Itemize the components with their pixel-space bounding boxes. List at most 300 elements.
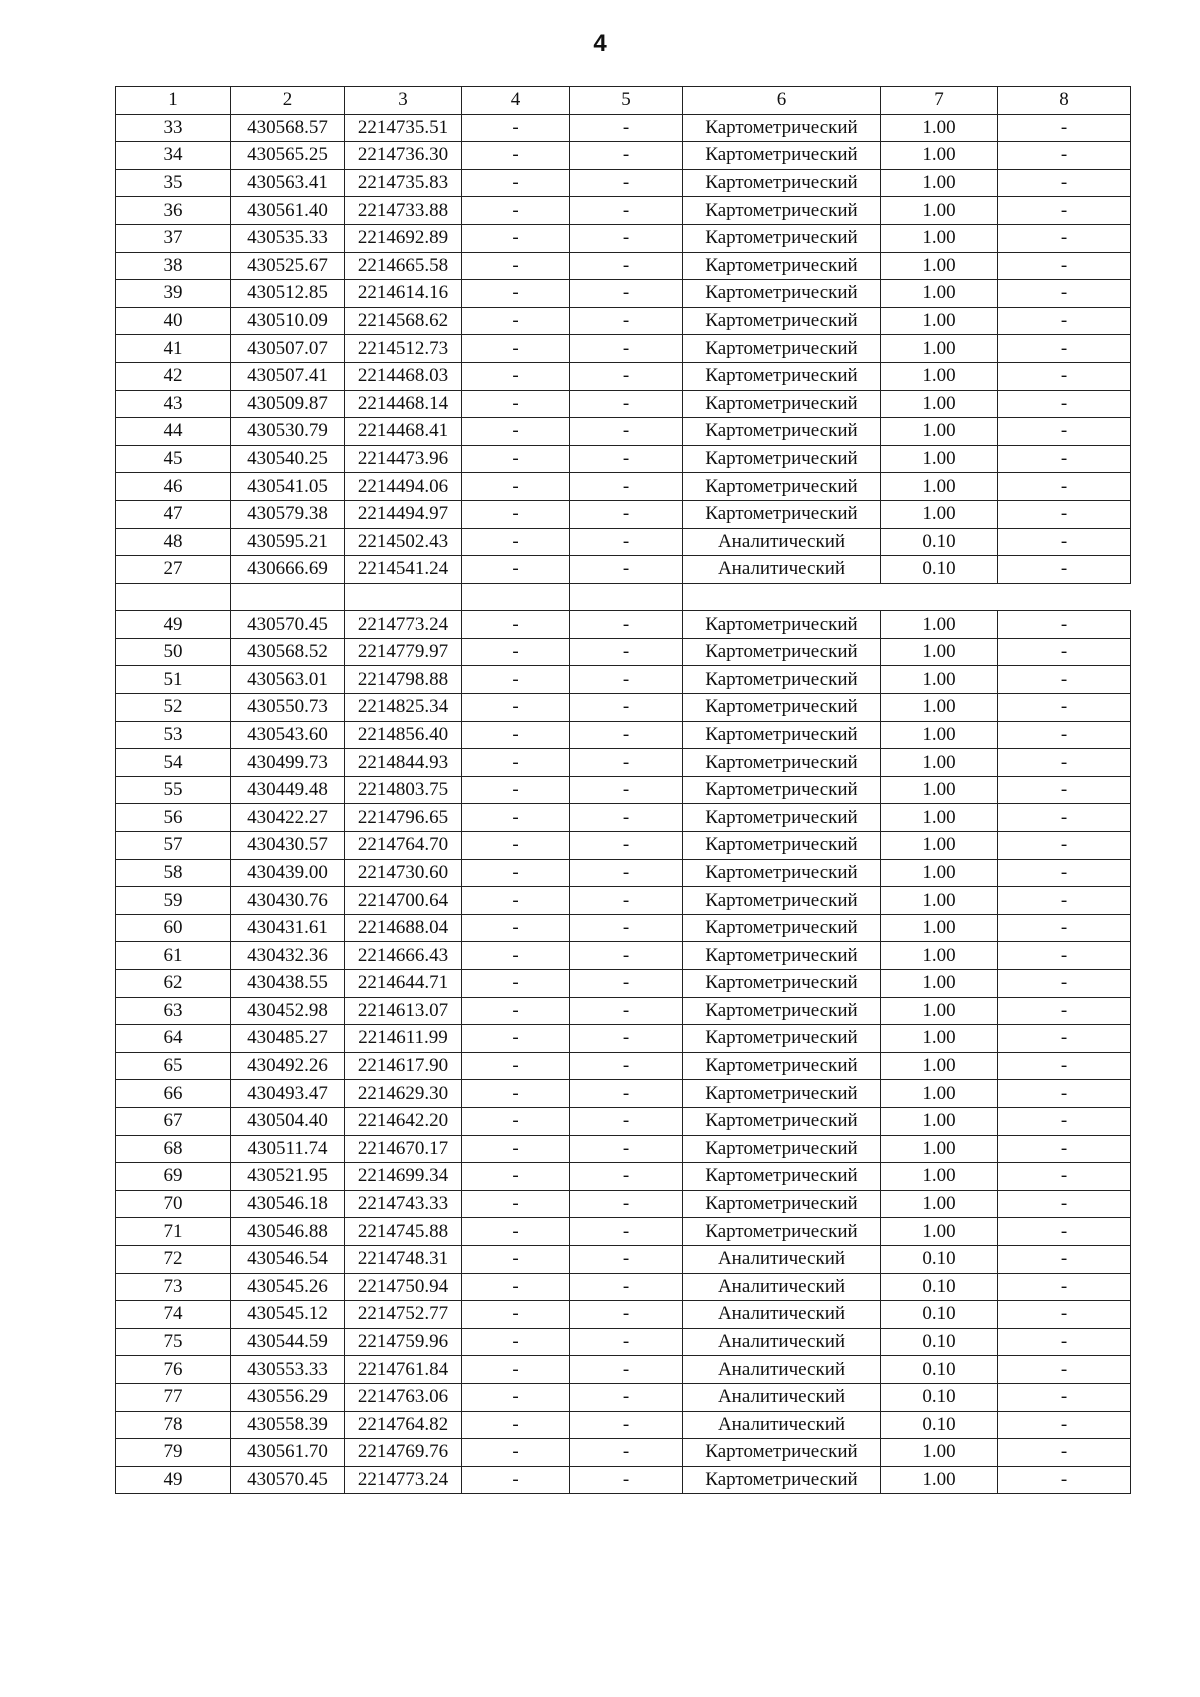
table-row [116, 804, 1131, 832]
table-cell-col-8: - [998, 1163, 1131, 1191]
header-row [116, 87, 1131, 115]
table-cell-col-7: 1.00 [881, 224, 998, 252]
table-cell-col-7: 1.00 [881, 1466, 998, 1494]
table-cell-col-5: - [570, 556, 683, 584]
table-cell-col-8: - [998, 362, 1131, 390]
table-cell-col-3: 2214699.34 [345, 1163, 462, 1191]
table-cell-col-5: - [570, 335, 683, 363]
table-cell-col-7: 1.00 [881, 445, 998, 473]
table-cell-col-3: 2214468.14 [345, 390, 462, 418]
table-cell-col-4: - [462, 280, 570, 308]
table-cell-col-6: Картометрический [683, 1163, 881, 1191]
table-cell-col-5: - [570, 721, 683, 749]
table-cell-col-7: 1.00 [881, 694, 998, 722]
table-cell-col-4: - [462, 859, 570, 887]
table-cell-col-3: 2214733.88 [345, 197, 462, 225]
table-cell-col-8: - [998, 1107, 1131, 1135]
table-cell-col-2: 430541.05 [231, 473, 345, 501]
table-cell-col-2: 430570.45 [231, 1466, 345, 1494]
table-cell-col-6: Картометрический [683, 252, 881, 280]
table-cell-col-8: - [998, 721, 1131, 749]
table-cell-col-5: - [570, 1080, 683, 1108]
table-cell-col-1: 79 [116, 1439, 231, 1467]
table-cell-col-1: 76 [116, 1356, 231, 1384]
table-cell-col-7: 0.10 [881, 1301, 998, 1329]
table-cell-col-6: Картометрический [683, 638, 881, 666]
table-cell-col-2: 430563.01 [231, 666, 345, 694]
table-cell-col-1: 72 [116, 1245, 231, 1273]
table-cell-col-1: 35 [116, 169, 231, 197]
table-cell-col-3: 2214825.34 [345, 694, 462, 722]
table-cell-col-6: Картометрический [683, 445, 881, 473]
table-cell-col-2: 430595.21 [231, 528, 345, 556]
table-cell-col-5: - [570, 1356, 683, 1384]
table-cell-col-4: - [462, 390, 570, 418]
table-cell-col-1: 71 [116, 1218, 231, 1246]
table-cell-col-4: - [462, 1301, 570, 1329]
table-cell-col-7: 1.00 [881, 114, 998, 142]
table-cell-col-4: - [462, 252, 570, 280]
table-cell-col-6: Аналитический [683, 1328, 881, 1356]
table-cell-col-1: 53 [116, 721, 231, 749]
table-cell-col-7: 1.00 [881, 142, 998, 170]
table-cell-col-3: 2214798.88 [345, 666, 462, 694]
table-row [116, 749, 1131, 777]
table-cell-col-5: - [570, 390, 683, 418]
table-cell-col-7: 1.00 [881, 1218, 998, 1246]
table-cell-col-3: 2214736.30 [345, 142, 462, 170]
column-header-6: 6 [683, 87, 881, 115]
table-cell-col-4: - [462, 307, 570, 335]
table-cell-col-4: - [462, 169, 570, 197]
table-cell-col-2: 430568.57 [231, 114, 345, 142]
table-cell-col-6: Аналитический [683, 1273, 881, 1301]
table-cell-col-2: 430438.55 [231, 970, 345, 998]
table-cell-col-1: 61 [116, 942, 231, 970]
table-cell-col-7: 1.00 [881, 390, 998, 418]
table-cell-col-3: 2214468.41 [345, 418, 462, 446]
table-cell-col-2: 430550.73 [231, 694, 345, 722]
table-cell-col-5: - [570, 1439, 683, 1467]
table-cell-col-6: Картометрический [683, 887, 881, 915]
table-cell-col-2: 430546.88 [231, 1218, 345, 1246]
table-cell-col-2: 430544.59 [231, 1328, 345, 1356]
table-cell-col-6: Картометрический [683, 804, 881, 832]
table-cell-col-4: - [462, 1245, 570, 1273]
table-cell-col-7: 1.00 [881, 611, 998, 639]
table-cell-col-2: 430561.40 [231, 197, 345, 225]
table-cell-col-3: 2214473.96 [345, 445, 462, 473]
table-cell-col-8: - [998, 1135, 1131, 1163]
table-cell-col-2: 430558.39 [231, 1411, 345, 1439]
table-cell-col-7: 1.00 [881, 970, 998, 998]
table-cell-col-7: 1.00 [881, 721, 998, 749]
table-cell-col-6: Картометрический [683, 473, 881, 501]
table-cell-col-7: 0.10 [881, 528, 998, 556]
table-cell-col-3: 2214666.43 [345, 942, 462, 970]
table-cell-col-4: - [462, 1273, 570, 1301]
table-cell-col-6: Картометрический [683, 721, 881, 749]
table-cell-col-4: - [462, 694, 570, 722]
table-cell-col-8: - [998, 1466, 1131, 1494]
table-cell-col-8: - [998, 1025, 1131, 1053]
separator-cell [231, 583, 345, 611]
table-row [116, 307, 1131, 335]
table-cell-col-4: - [462, 1080, 570, 1108]
table-cell-col-3: 2214665.58 [345, 252, 462, 280]
table-cell-col-2: 430568.52 [231, 638, 345, 666]
table-row [116, 914, 1131, 942]
table-cell-col-7: 0.10 [881, 1245, 998, 1273]
table-row [116, 638, 1131, 666]
table-cell-col-4: - [462, 1163, 570, 1191]
table-row [116, 473, 1131, 501]
table-cell-col-6: Картометрический [683, 390, 881, 418]
table-cell-col-4: - [462, 362, 570, 390]
table-cell-col-2: 430430.76 [231, 887, 345, 915]
table-cell-col-4: - [462, 418, 570, 446]
table-cell-col-3: 2214468.03 [345, 362, 462, 390]
table-cell-col-4: - [462, 970, 570, 998]
table-cell-col-3: 2214642.20 [345, 1107, 462, 1135]
table-row [116, 335, 1131, 363]
table-cell-col-7: 1.00 [881, 832, 998, 860]
table-cell-col-3: 2214644.71 [345, 970, 462, 998]
table-cell-col-1: 34 [116, 142, 231, 170]
table-cell-col-4: - [462, 142, 570, 170]
table-row [116, 721, 1131, 749]
table-cell-col-8: - [998, 556, 1131, 584]
table-cell-col-6: Картометрический [683, 142, 881, 170]
table-cell-col-3: 2214752.77 [345, 1301, 462, 1329]
table-cell-col-4: - [462, 556, 570, 584]
table-cell-col-5: - [570, 970, 683, 998]
column-header-1: 1 [116, 87, 231, 115]
table-cell-col-3: 2214692.89 [345, 224, 462, 252]
table-cell-col-6: Картометрический [683, 997, 881, 1025]
table-cell-col-7: 1.00 [881, 1107, 998, 1135]
separator-cell [116, 583, 231, 611]
table-cell-col-2: 430521.95 [231, 1163, 345, 1191]
table-cell-col-6: Аналитический [683, 528, 881, 556]
column-header-2: 2 [231, 87, 345, 115]
table-row [116, 1383, 1131, 1411]
table-cell-col-1: 74 [116, 1301, 231, 1329]
table-cell-col-2: 430563.41 [231, 169, 345, 197]
table-cell-col-6: Картометрический [683, 666, 881, 694]
table-cell-col-4: - [462, 473, 570, 501]
table-cell-col-5: - [570, 666, 683, 694]
table-cell-col-5: - [570, 280, 683, 308]
table-cell-col-6: Аналитический [683, 1383, 881, 1411]
table-row [116, 611, 1131, 639]
table-cell-col-2: 430543.60 [231, 721, 345, 749]
table-cell-col-7: 1.00 [881, 749, 998, 777]
table-cell-col-7: 0.10 [881, 1383, 998, 1411]
table-row [116, 1107, 1131, 1135]
table-row [116, 1052, 1131, 1080]
table-cell-col-6: Аналитический [683, 1245, 881, 1273]
table-cell-col-2: 430556.29 [231, 1383, 345, 1411]
separator-cell [462, 583, 570, 611]
table-cell-col-4: - [462, 335, 570, 363]
table-cell-col-8: - [998, 390, 1131, 418]
table-cell-col-4: - [462, 1190, 570, 1218]
table-row [116, 1190, 1131, 1218]
table-cell-col-8: - [998, 832, 1131, 860]
table-cell-col-4: - [462, 832, 570, 860]
table-cell-col-5: - [570, 1273, 683, 1301]
table-cell-col-5: - [570, 776, 683, 804]
table-cell-col-2: 430510.09 [231, 307, 345, 335]
table-cell-col-1: 42 [116, 362, 231, 390]
table-cell-col-5: - [570, 1466, 683, 1494]
table-cell-col-4: - [462, 776, 570, 804]
table-cell-col-6: Картометрический [683, 859, 881, 887]
table-row [116, 1301, 1131, 1329]
table-cell-col-3: 2214764.82 [345, 1411, 462, 1439]
table-cell-col-2: 430546.54 [231, 1245, 345, 1273]
table-cell-col-7: 1.00 [881, 859, 998, 887]
table-cell-col-2: 430422.27 [231, 804, 345, 832]
table-cell-col-1: 33 [116, 114, 231, 142]
table-cell-col-1: 49 [116, 611, 231, 639]
table-cell-col-5: - [570, 1163, 683, 1191]
table-cell-col-4: - [462, 1466, 570, 1494]
table-cell-col-6: Картометрический [683, 197, 881, 225]
table-cell-col-2: 430509.87 [231, 390, 345, 418]
table-row [116, 1466, 1131, 1494]
table-cell-col-5: - [570, 197, 683, 225]
table-cell-col-1: 64 [116, 1025, 231, 1053]
table-cell-col-6: Аналитический [683, 1356, 881, 1384]
table-cell-col-7: 1.00 [881, 776, 998, 804]
table-cell-col-1: 60 [116, 914, 231, 942]
table-cell-col-8: - [998, 224, 1131, 252]
table-cell-col-3: 2214512.73 [345, 335, 462, 363]
table-cell-col-8: - [998, 1439, 1131, 1467]
table-row [116, 1080, 1131, 1108]
table-row [116, 224, 1131, 252]
table-cell-col-4: - [462, 887, 570, 915]
table-cell-col-7: 1.00 [881, 335, 998, 363]
table-cell-col-4: - [462, 1107, 570, 1135]
column-header-3: 3 [345, 87, 462, 115]
table-cell-col-8: - [998, 1245, 1131, 1273]
table-cell-col-7: 0.10 [881, 1411, 998, 1439]
table-row [116, 1025, 1131, 1053]
table-cell-col-6: Картометрический [683, 224, 881, 252]
table-cell-col-2: 430570.45 [231, 611, 345, 639]
table-cell-col-2: 430431.61 [231, 914, 345, 942]
table-cell-col-2: 430439.00 [231, 859, 345, 887]
table-cell-col-6: Картометрический [683, 1025, 881, 1053]
table-cell-col-3: 2214617.90 [345, 1052, 462, 1080]
table-cell-col-5: - [570, 1190, 683, 1218]
table-cell-col-7: 1.00 [881, 1052, 998, 1080]
table-cell-col-4: - [462, 1218, 570, 1246]
table-cell-col-4: - [462, 1439, 570, 1467]
table-cell-col-1: 41 [116, 335, 231, 363]
table-row [116, 142, 1131, 170]
table-row [116, 528, 1131, 556]
table-row [116, 1245, 1131, 1273]
table-cell-col-6: Картометрический [683, 114, 881, 142]
table-cell-col-6: Картометрический [683, 1052, 881, 1080]
table-cell-col-1: 36 [116, 197, 231, 225]
table-cell-col-2: 430666.69 [231, 556, 345, 584]
table-cell-col-3: 2214750.94 [345, 1273, 462, 1301]
table-row [116, 859, 1131, 887]
table-cell-col-1: 55 [116, 776, 231, 804]
page-number: 4 [593, 30, 607, 57]
table-cell-col-1: 27 [116, 556, 231, 584]
table-cell-col-6: Картометрический [683, 362, 881, 390]
table-cell-col-2: 430535.33 [231, 224, 345, 252]
table-cell-col-1: 52 [116, 694, 231, 722]
table-cell-col-7: 0.10 [881, 1356, 998, 1384]
table-cell-col-8: - [998, 942, 1131, 970]
table-cell-col-7: 0.10 [881, 1328, 998, 1356]
table-section-second [116, 611, 1131, 1494]
table-cell-col-4: - [462, 1411, 570, 1439]
table-cell-col-7: 1.00 [881, 804, 998, 832]
table-cell-col-5: - [570, 252, 683, 280]
table-cell-col-8: - [998, 1218, 1131, 1246]
table-cell-col-5: - [570, 914, 683, 942]
table-cell-col-6: Картометрический [683, 500, 881, 528]
table-cell-col-3: 2214773.24 [345, 611, 462, 639]
table-cell-col-5: - [570, 1052, 683, 1080]
table-cell-col-5: - [570, 1025, 683, 1053]
table-cell-col-2: 430504.40 [231, 1107, 345, 1135]
table-cell-col-6: Картометрический [683, 335, 881, 363]
table-row [116, 114, 1131, 142]
table-row [116, 997, 1131, 1025]
table-cell-col-8: - [998, 252, 1131, 280]
table-cell-col-7: 0.10 [881, 1273, 998, 1301]
table-cell-col-4: - [462, 611, 570, 639]
table-cell-col-3: 2214688.04 [345, 914, 462, 942]
table-cell-col-3: 2214670.17 [345, 1135, 462, 1163]
table-cell-col-3: 2214700.64 [345, 887, 462, 915]
column-header-5: 5 [570, 87, 683, 115]
table-cell-col-4: - [462, 1052, 570, 1080]
table-cell-col-2: 430525.67 [231, 252, 345, 280]
table-cell-col-6: Картометрический [683, 942, 881, 970]
table-cell-col-6: Аналитический [683, 556, 881, 584]
table-cell-col-5: - [570, 1218, 683, 1246]
table-cell-col-1: 69 [116, 1163, 231, 1191]
table-cell-col-1: 70 [116, 1190, 231, 1218]
table-row [116, 556, 1131, 584]
table-cell-col-3: 2214613.07 [345, 997, 462, 1025]
table-cell-col-5: - [570, 169, 683, 197]
table-cell-col-7: 1.00 [881, 997, 998, 1025]
table-cell-col-1: 59 [116, 887, 231, 915]
table-cell-col-8: - [998, 970, 1131, 998]
table-cell-col-3: 2214763.06 [345, 1383, 462, 1411]
table-cell-col-5: - [570, 804, 683, 832]
table-cell-col-3: 2214759.96 [345, 1328, 462, 1356]
table-cell-col-6: Картометрический [683, 1190, 881, 1218]
table-cell-col-3: 2214856.40 [345, 721, 462, 749]
table-cell-col-4: - [462, 666, 570, 694]
table-cell-col-1: 56 [116, 804, 231, 832]
table-cell-col-1: 65 [116, 1052, 231, 1080]
table-cell-col-4: - [462, 914, 570, 942]
table-cell-col-1: 78 [116, 1411, 231, 1439]
table-cell-col-1: 77 [116, 1383, 231, 1411]
table-cell-col-7: 0.10 [881, 556, 998, 584]
table-cell-col-5: - [570, 362, 683, 390]
table-cell-col-7: 1.00 [881, 914, 998, 942]
table-cell-col-5: - [570, 887, 683, 915]
table-cell-col-8: - [998, 638, 1131, 666]
table-row [116, 1411, 1131, 1439]
table-cell-col-8: - [998, 1190, 1131, 1218]
table-cell-col-8: - [998, 1301, 1131, 1329]
table-row [116, 1439, 1131, 1467]
table-cell-col-8: - [998, 859, 1131, 887]
table-cell-col-8: - [998, 1411, 1131, 1439]
table-cell-col-4: - [462, 1025, 570, 1053]
table-cell-col-2: 430561.70 [231, 1439, 345, 1467]
table-cell-col-6: Картометрический [683, 1439, 881, 1467]
table-cell-col-1: 67 [116, 1107, 231, 1135]
table-cell-col-7: 1.00 [881, 473, 998, 501]
table-cell-col-7: 1.00 [881, 1025, 998, 1053]
table-row [116, 280, 1131, 308]
table-row [116, 1356, 1131, 1384]
table-cell-col-2: 430545.12 [231, 1301, 345, 1329]
table-cell-col-1: 58 [116, 859, 231, 887]
table-cell-col-2: 430565.25 [231, 142, 345, 170]
table-cell-col-8: - [998, 1383, 1131, 1411]
table-cell-col-1: 44 [116, 418, 231, 446]
table-cell-col-3: 2214761.84 [345, 1356, 462, 1384]
table-cell-col-5: - [570, 749, 683, 777]
table-cell-col-8: - [998, 528, 1131, 556]
table-cell-col-8: - [998, 1052, 1131, 1080]
table-cell-col-8: - [998, 1080, 1131, 1108]
table-row [116, 1328, 1131, 1356]
table-cell-col-1: 40 [116, 307, 231, 335]
table-cell-col-3: 2214779.97 [345, 638, 462, 666]
table-cell-col-6: Картометрический [683, 1080, 881, 1108]
table-cell-col-2: 430492.26 [231, 1052, 345, 1080]
table-cell-col-7: 1.00 [881, 418, 998, 446]
table-row [116, 500, 1131, 528]
table-cell-col-1: 51 [116, 666, 231, 694]
table-cell-col-5: - [570, 942, 683, 970]
table-cell-col-1: 45 [116, 445, 231, 473]
table-cell-col-4: - [462, 1328, 570, 1356]
table-row [116, 776, 1131, 804]
table-cell-col-8: - [998, 197, 1131, 225]
table-cell-col-3: 2214844.93 [345, 749, 462, 777]
table-row [116, 197, 1131, 225]
table-cell-col-8: - [998, 280, 1131, 308]
table-cell-col-4: - [462, 528, 570, 556]
table-cell-col-2: 430512.85 [231, 280, 345, 308]
table-cell-col-2: 430507.41 [231, 362, 345, 390]
table-cell-col-8: - [998, 611, 1131, 639]
table-cell-col-7: 1.00 [881, 887, 998, 915]
table-cell-col-8: - [998, 914, 1131, 942]
separator-row [116, 583, 1131, 611]
table-cell-col-1: 46 [116, 473, 231, 501]
